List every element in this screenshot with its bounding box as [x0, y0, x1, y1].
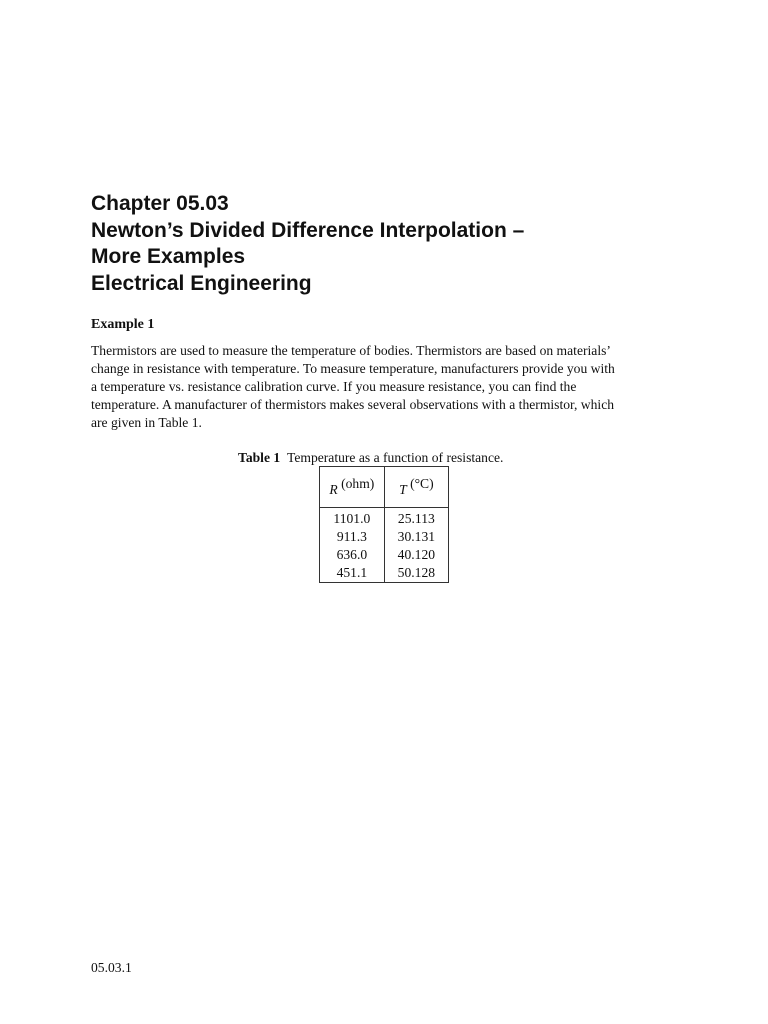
temperature-cell: 40.120 [384, 546, 448, 564]
resistance-cell: 911.3 [320, 528, 385, 546]
resistance-unit: (ohm) [341, 476, 375, 491]
example-title: Example 1 [91, 317, 155, 332]
temperature-cell: 50.128 [384, 564, 448, 583]
table-caption-text: Temperature as a function of resistance. [286, 450, 504, 465]
paragraph-line: temperature. A manufacturer of thermistors makes several observations with a thermistor, which [91, 397, 615, 412]
table-header-row [320, 467, 449, 508]
paragraph-line: Thermistors are used to measure the temperature of bodies. Thermistors are based on materials’ [91, 343, 611, 358]
resistance-temperature-table [319, 466, 449, 583]
resistance-cell: 1101.0 [320, 508, 385, 529]
paragraph-line: a temperature vs. resistance calibration curve. If you measure resistance, you can find the [91, 379, 577, 394]
table-caption-label: Table 1 [238, 450, 281, 465]
resistance-cell: 451.1 [320, 564, 385, 583]
table-row [320, 528, 449, 546]
temperature-cell: 30.131 [384, 528, 448, 546]
table-row [320, 546, 449, 564]
temperature-unit: (°C) [410, 476, 434, 491]
table-row [320, 564, 449, 583]
resistance-symbol: R [329, 482, 338, 497]
resistance-cell: 636.0 [320, 546, 385, 564]
paragraph-line: change in resistance with temperature. To measure temperature, manufacturers provide you with [91, 361, 615, 376]
chapter-number: Chapter 05.03 [91, 192, 229, 215]
chapter-title-line: Newton’s Divided Difference Interpolation – [91, 218, 525, 242]
temperature-symbol: T [399, 482, 407, 497]
column-header-resistance [320, 467, 385, 508]
chapter-title-line: More Examples [91, 245, 246, 268]
chapter-heading [91, 191, 691, 297]
example-paragraph [91, 342, 681, 432]
table-row [320, 508, 449, 529]
column-header-temperature [384, 467, 448, 508]
temperature-cell: 25.113 [384, 508, 448, 529]
paragraph-line: are given in Table 1. [91, 415, 202, 430]
table-caption [238, 449, 503, 467]
chapter-subtitle: Electrical Engineering [91, 271, 312, 295]
page-number: 05.03.1 [91, 960, 132, 975]
